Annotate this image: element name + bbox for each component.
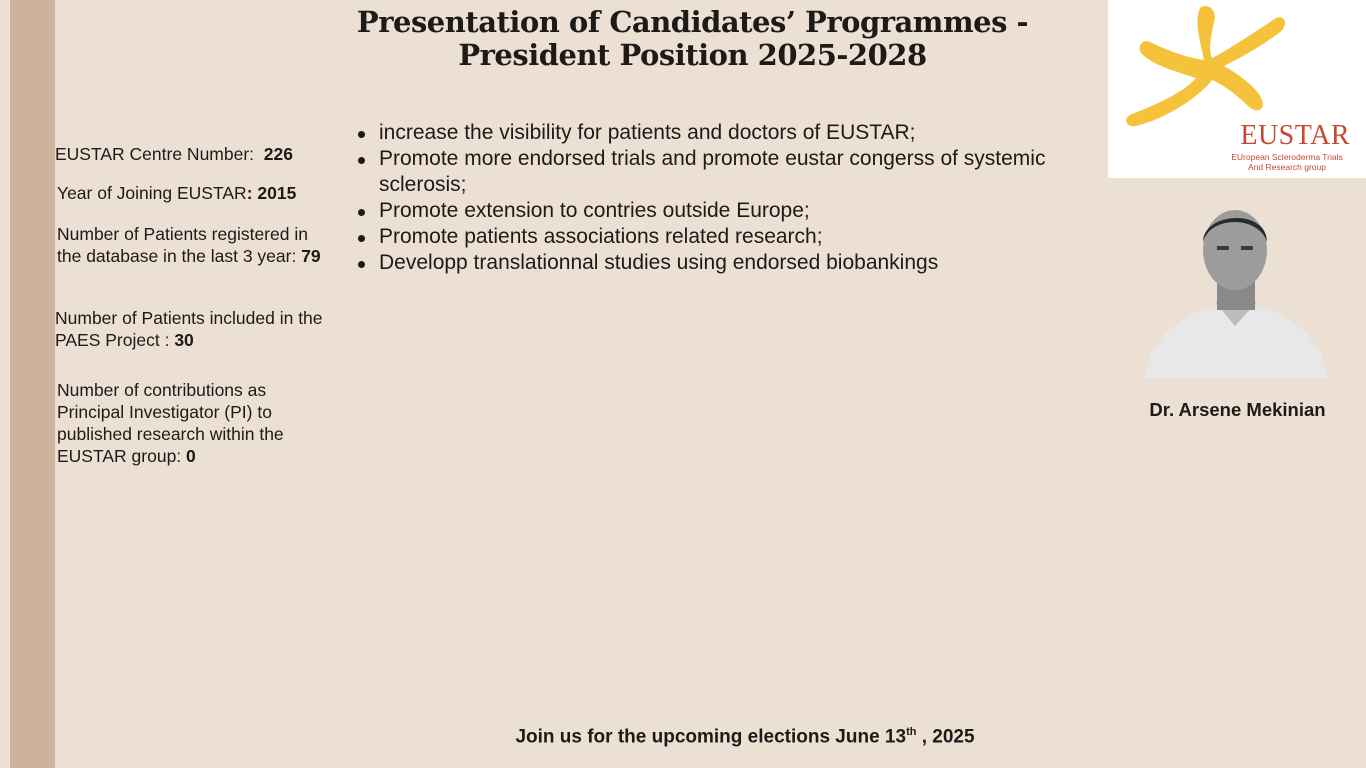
paes-patients-value: 30 [174,330,194,350]
year-joining-value: : 2015 [246,183,297,203]
pi-contributions-value: 0 [186,446,196,466]
patients-registered-value: 79 [301,246,321,266]
programme-list [356,120,1056,276]
programme-item: Promote patients associations related research; [356,224,1056,250]
stat-centre-number: EUSTAR Centre Number: 226 [55,144,293,164]
stat-pi-contributions: Number of contributions as Principal Investigator (PI) to published research within the EUSTAR group: 0 [57,380,284,466]
programme-item: increase the visibility for patients and doctors of EUSTAR; [356,120,1056,146]
stat-patients-registered: Number of Patients registered in the database in the last 3 year: 79 [57,224,321,266]
candidate-photo [1145,202,1327,378]
election-footer: Join us for the upcoming elections June 13th , 2025 [515,726,975,748]
title-line-1: Presentation of Candidates’ Programmes - [356,5,1029,39]
centre-number-value: 226 [263,144,293,164]
logo-name: EUSTAR [1240,120,1350,151]
stat-year-joining: Year of Joining EUSTAR: 2015 [57,183,297,203]
page-title [330,6,1055,72]
title-line-2: President Position 2025-2028 [458,38,927,72]
programme-item: Promote more endorsed trials and promote eustar congerss of systemic sclerosis; [356,146,1056,198]
programme-item: Promote extension to contries outside Europe; [356,198,1056,224]
left-decorative-stripe [10,0,55,768]
programme-item: Developp translationnal studies using endorsed biobankings [356,250,1056,276]
eustar-logo [1108,0,1366,178]
logo-subtitle: EUropean Scleroderma Trials And Research group [1231,152,1343,172]
candidate-name: Dr. Arsene Mekinian [1149,399,1326,420]
stat-paes-patients: Number of Patients included in the PAES Project : 30 [55,308,323,350]
